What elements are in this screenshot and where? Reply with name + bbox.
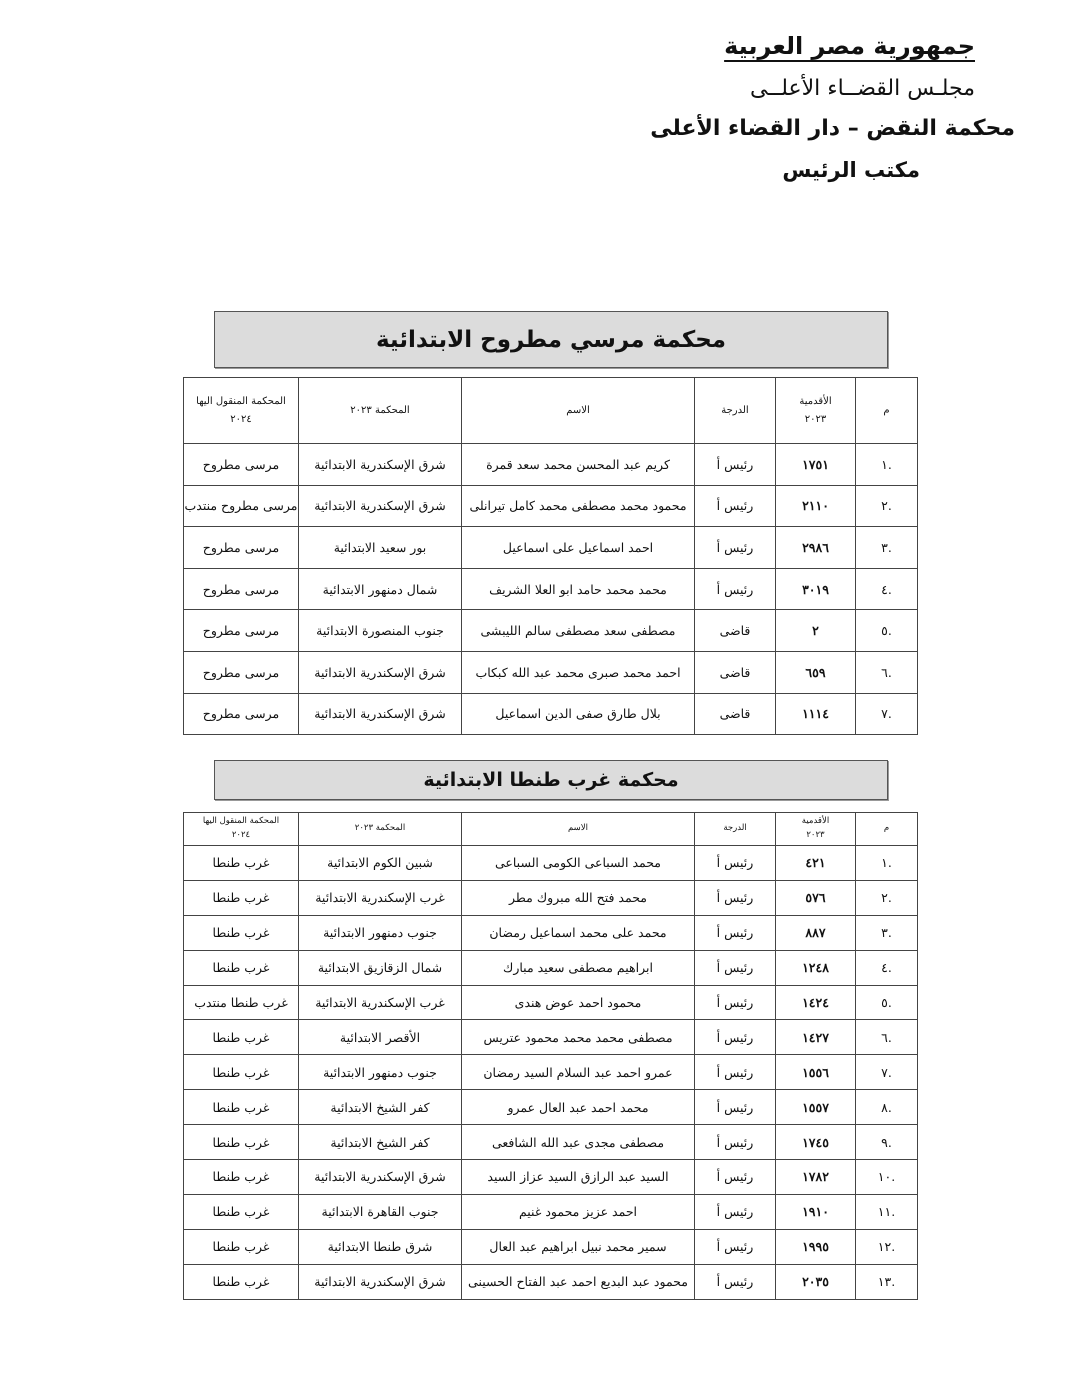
cell-court-2023: شرق الإسكندرية الابتدائية xyxy=(299,693,462,735)
cell-court-2024: غرب طنطا منتدب xyxy=(184,985,299,1020)
cell-court-2024: مرسى مطروح xyxy=(184,610,299,652)
cell-court-2023: شبين الكوم الابتدائية xyxy=(299,846,462,881)
table-row xyxy=(184,1264,918,1299)
table-row xyxy=(184,651,918,693)
table-row xyxy=(184,1160,918,1195)
cell-court-2024: غرب طنطا xyxy=(184,1264,299,1299)
cell-seniority: ١٥٥٦ xyxy=(776,1055,856,1090)
cell-court-2024: غرب طنطا xyxy=(184,950,299,985)
cell-court-2024: غرب طنطا xyxy=(184,1055,299,1090)
cell-grade: قاضى xyxy=(695,693,776,735)
col-header-seniority-label: الأقدمية xyxy=(799,395,832,407)
letterhead-country: جمهورية مصر العربية xyxy=(724,32,975,60)
cell-name: محمد السباعى الكومى السباعى xyxy=(462,846,695,881)
cell-grade: قاضى xyxy=(695,651,776,693)
cell-court-2024: مرسى مطروح xyxy=(184,568,299,610)
cell-grade: رئيس أ xyxy=(695,985,776,1020)
cell-name: ابراهيم مصطفى سعيد مبارك xyxy=(462,950,695,985)
cell-seniority: ٢٩٨٦ xyxy=(776,527,856,569)
cell-index: .١ xyxy=(856,444,918,486)
cell-index: .٣ xyxy=(856,527,918,569)
cell-court-2023: شرق الإسكندرية الابتدائية xyxy=(299,1264,462,1299)
cell-index: .٦ xyxy=(856,1020,918,1055)
cell-court-2024: غرب طنطا xyxy=(184,1229,299,1264)
cell-court-2023: غرب الإسكندرية الابتدائية xyxy=(299,880,462,915)
section1-title: محكمة مرسي مطروح الابتدائية xyxy=(214,311,888,368)
cell-court-2023: كفر الشيخ الابتدائية xyxy=(299,1090,462,1125)
col-header-court: المحكمة ٢٠٢٣ xyxy=(299,813,462,846)
col-header-target-year: ٢٠٢٤ xyxy=(230,413,252,425)
cell-index: .٧ xyxy=(856,693,918,735)
cell-court-2024: مرسى مطروح منتدب xyxy=(184,485,299,527)
table-row xyxy=(184,1125,918,1160)
cell-court-2023: شرق الإسكندرية الابتدائية xyxy=(299,485,462,527)
col-header-target-label: المحكمة المنقول اليها xyxy=(202,816,280,827)
col-header-target xyxy=(184,378,299,444)
section2-title: محكمة غرب طنطا الابتدائية xyxy=(214,760,888,800)
cell-court-2023: شرق طنطا الابتدائية xyxy=(299,1229,462,1264)
cell-index: .٥ xyxy=(856,985,918,1020)
col-header-name: الاسم xyxy=(462,378,695,444)
table-row xyxy=(184,1229,918,1264)
cell-name: مصطفى مجدى عبد الله الشافعى xyxy=(462,1125,695,1160)
cell-grade: رئيس أ xyxy=(695,1090,776,1125)
cell-court-2023: الأقصر الابتدائية xyxy=(299,1020,462,1055)
cell-index: .٤ xyxy=(856,568,918,610)
cell-index: .٩ xyxy=(856,1125,918,1160)
cell-court-2023: كفر الشيخ الابتدائية xyxy=(299,1125,462,1160)
cell-seniority: ٢١١٠ xyxy=(776,485,856,527)
cell-name: مصطفى سعد مصطفى سالم الليبشى xyxy=(462,610,695,652)
cell-court-2024: غرب طنطا xyxy=(184,1125,299,1160)
col-header-target-label: المحكمة المنقول اليها xyxy=(196,395,286,407)
table-row xyxy=(184,610,918,652)
cell-grade: رئيس أ xyxy=(695,846,776,881)
cell-index: .٦ xyxy=(856,651,918,693)
cell-court-2024: غرب طنطا xyxy=(184,846,299,881)
cell-seniority: ٢٠٣٥ xyxy=(776,1264,856,1299)
table-header-row xyxy=(184,378,918,444)
cell-index: .١٠ xyxy=(856,1160,918,1195)
cell-seniority: ١٩١٠ xyxy=(776,1194,856,1229)
cell-court-2023: شرق الإسكندرية الابتدائية xyxy=(299,1160,462,1195)
cell-name: كريم عبد المحسن محمد سعد قمرة xyxy=(462,444,695,486)
cell-grade: رئيس أ xyxy=(695,1264,776,1299)
table-header-row xyxy=(184,813,918,846)
cell-seniority: ١٢٤٨ xyxy=(776,950,856,985)
cell-seniority: ٣٠١٩ xyxy=(776,568,856,610)
col-header-seniority xyxy=(776,813,856,846)
cell-name: محمد فتح الله مبروك مطر xyxy=(462,880,695,915)
cell-name: عمرو احمد عبد السلام السيد رمضان xyxy=(462,1055,695,1090)
table-row xyxy=(184,846,918,881)
cell-index: .٢ xyxy=(856,880,918,915)
section2-table xyxy=(183,812,918,1300)
cell-grade: رئيس أ xyxy=(695,527,776,569)
cell-grade: رئيس أ xyxy=(695,1055,776,1090)
table-row xyxy=(184,880,918,915)
cell-grade: رئيس أ xyxy=(695,1229,776,1264)
col-header-seniority-year: ٢٠٢٣ xyxy=(804,413,827,425)
cell-index: .٢ xyxy=(856,485,918,527)
col-header-grade: الدرجة xyxy=(695,378,776,444)
cell-grade: رئيس أ xyxy=(695,444,776,486)
cell-grade: رئيس أ xyxy=(695,880,776,915)
cell-name: السيد عبد الرازق السيد عزاز السيد xyxy=(462,1160,695,1195)
letterhead-court: محكمة النقض – دار القضاء الأعلى xyxy=(650,116,1015,141)
cell-seniority: ١٩٩٥ xyxy=(776,1229,856,1264)
cell-seniority: ١٤٢٤ xyxy=(776,985,856,1020)
col-header-seniority xyxy=(776,378,856,444)
table-row xyxy=(184,485,918,527)
cell-court-2024: غرب طنطا xyxy=(184,880,299,915)
cell-index: .٤ xyxy=(856,950,918,985)
col-header-m: م xyxy=(856,813,918,846)
cell-court-2024: غرب طنطا xyxy=(184,1160,299,1195)
table-row xyxy=(184,915,918,950)
cell-seniority: ١٤٢٧ xyxy=(776,1020,856,1055)
cell-court-2023: شمال دمنهور الابتدائية xyxy=(299,568,462,610)
table-row xyxy=(184,985,918,1020)
cell-court-2023: شرق الإسكندرية الابتدائية xyxy=(299,651,462,693)
col-header-target xyxy=(184,813,299,846)
cell-name: مصطفى محمد محمد محمود عتريس xyxy=(462,1020,695,1055)
cell-name: احمد محمد صبرى محمد عبد الله كبكاب xyxy=(462,651,695,693)
cell-index: .٣ xyxy=(856,915,918,950)
cell-name: محمود عبد البديع احمد عبد الفتاح الحسينى xyxy=(462,1264,695,1299)
cell-name: احمد عزيز محمود غنيم xyxy=(462,1194,695,1229)
table-row xyxy=(184,568,918,610)
cell-index: .٥ xyxy=(856,610,918,652)
cell-index: .١٢ xyxy=(856,1229,918,1264)
col-header-court: المحكمة ٢٠٢٣ xyxy=(299,378,462,444)
cell-seniority: ٥٧٦ xyxy=(776,880,856,915)
cell-court-2024: غرب طنطا xyxy=(184,1194,299,1229)
cell-seniority: ١٧٥١ xyxy=(776,444,856,486)
cell-court-2024: مرسى مطروح xyxy=(184,651,299,693)
cell-name: احمد اسماعيل على اسماعيل xyxy=(462,527,695,569)
cell-court-2024: مرسى مطروح xyxy=(184,444,299,486)
cell-index: .١٣ xyxy=(856,1264,918,1299)
cell-name: محمد على محمد اسماعيل رمضان xyxy=(462,915,695,950)
cell-name: محمود محمد مصطفى محمد كامل تيرانلى xyxy=(462,485,695,527)
cell-index: .٨ xyxy=(856,1090,918,1125)
cell-grade: رئيس أ xyxy=(695,950,776,985)
col-header-m: م xyxy=(856,378,918,444)
cell-seniority: ٤٢١ xyxy=(776,846,856,881)
table-row xyxy=(184,1020,918,1055)
cell-index: .٧ xyxy=(856,1055,918,1090)
cell-court-2023: جنوب المنصورة الابتدائية xyxy=(299,610,462,652)
col-header-name: الاسم xyxy=(462,813,695,846)
cell-court-2023: بور سعيد الابتدائية xyxy=(299,527,462,569)
cell-court-2024: غرب طنطا xyxy=(184,1020,299,1055)
table-row xyxy=(184,1194,918,1229)
cell-court-2024: غرب طنطا xyxy=(184,915,299,950)
cell-seniority: ٢ xyxy=(776,610,856,652)
cell-grade: رئيس أ xyxy=(695,915,776,950)
section1-table xyxy=(183,377,918,735)
cell-seniority: ١٥٥٧ xyxy=(776,1090,856,1125)
cell-court-2023: غرب الإسكندرية الابتدائية xyxy=(299,985,462,1020)
cell-grade: رئيس أ xyxy=(695,1125,776,1160)
cell-grade: رئيس أ xyxy=(695,1160,776,1195)
cell-seniority: ١١١٤ xyxy=(776,693,856,735)
cell-seniority: ٨٨٧ xyxy=(776,915,856,950)
cell-name: محمد احمد عبد العال عمرو xyxy=(462,1090,695,1125)
cell-court-2023: شمال الزقازيق الابتدائية xyxy=(299,950,462,985)
cell-court-2024: مرسى مطروح xyxy=(184,527,299,569)
cell-grade: رئيس أ xyxy=(695,568,776,610)
col-header-seniority-year: ٢٠٢٣ xyxy=(806,830,825,840)
cell-index: .١ xyxy=(856,846,918,881)
cell-court-2023: جنوب دمنهور الابتدائية xyxy=(299,1055,462,1090)
table-row xyxy=(184,1055,918,1090)
cell-court-2023: جنوب دمنهور الابتدائية xyxy=(299,915,462,950)
cell-court-2024: مرسى مطروح xyxy=(184,693,299,735)
cell-seniority: ٦٥٩ xyxy=(776,651,856,693)
table-row xyxy=(184,527,918,569)
cell-name: بلال طارق صفى الدين اسماعيل xyxy=(462,693,695,735)
cell-name: محمود احمد عوض هندى xyxy=(462,985,695,1020)
letterhead-council: مجلـس القضــاء الأعلــى xyxy=(749,76,975,101)
cell-grade: رئيس أ xyxy=(695,1020,776,1055)
cell-grade: رئيس أ xyxy=(695,1194,776,1229)
cell-index: .١١ xyxy=(856,1194,918,1229)
cell-court-2024: غرب طنطا xyxy=(184,1090,299,1125)
cell-seniority: ١٧٤٥ xyxy=(776,1125,856,1160)
cell-seniority: ١٧٨٢ xyxy=(776,1160,856,1195)
cell-grade: قاضى xyxy=(695,610,776,652)
col-header-seniority-label: الأقدمية xyxy=(801,816,830,827)
col-header-target-year: ٢٠٢٤ xyxy=(231,830,251,840)
cell-name: محمد محمد حامد ابو العلا الشريف xyxy=(462,568,695,610)
col-header-grade: الدرجة xyxy=(695,813,776,846)
cell-court-2023: شرق الإسكندرية الابتدائية xyxy=(299,444,462,486)
cell-court-2023: جنوب القاهرة الابتدائية xyxy=(299,1194,462,1229)
cell-name: سمير محمد نبيل ابراهيم عبد العال xyxy=(462,1229,695,1264)
letterhead-office: مكتب الرئيس xyxy=(782,158,920,182)
table-row xyxy=(184,693,918,735)
table-row xyxy=(184,444,918,486)
cell-grade: رئيس أ xyxy=(695,485,776,527)
table-row xyxy=(184,1090,918,1125)
table-row xyxy=(184,950,918,985)
